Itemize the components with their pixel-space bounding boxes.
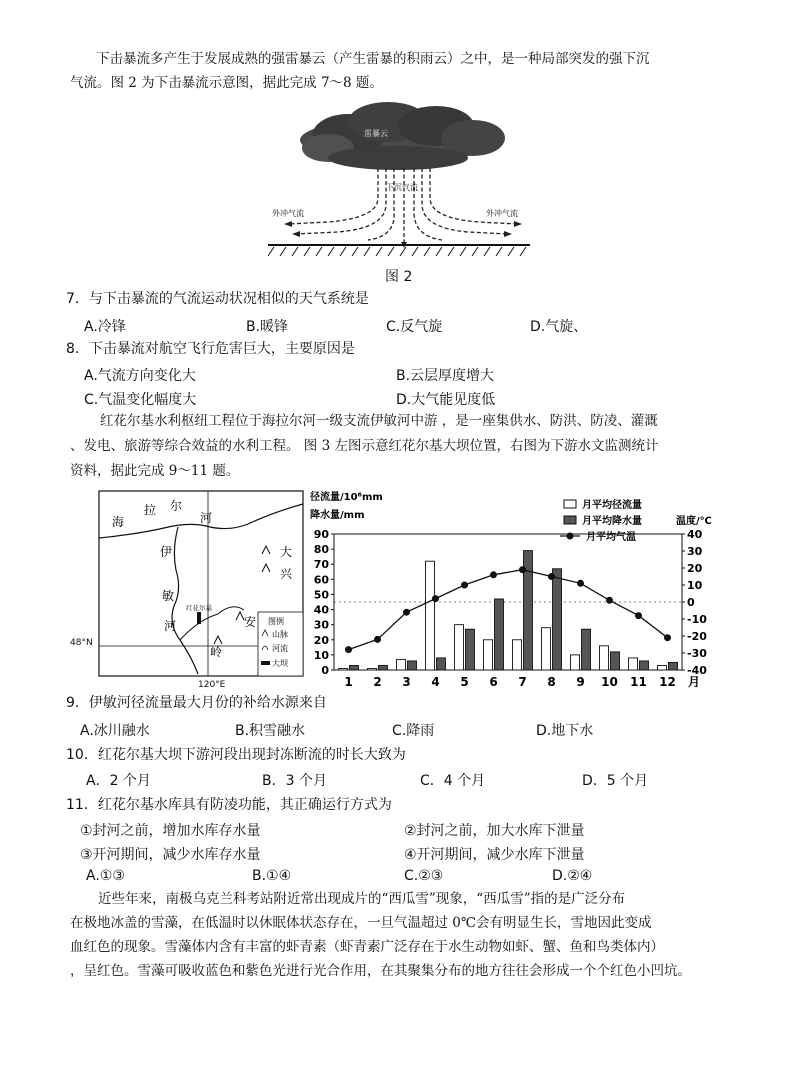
runoff-bar <box>455 625 464 670</box>
map-label-he: 河 <box>200 511 213 525</box>
intro3-line4: ，呈红色。雪藻可吸收蓝色和紫色光进行光合作用，在其聚集分布的地方往往会形成一个个红色小凹坑。 <box>70 963 691 979</box>
map-label-er: 尔 <box>170 499 183 513</box>
precip-bar <box>582 629 591 670</box>
q7-stem: 7．与下击暴流的气流运动状况相似的天气系统是 <box>66 291 369 307</box>
q8-option-b: B.云层厚度增大 <box>396 368 495 384</box>
precip-bar <box>611 652 620 670</box>
y-left-tick-label: 80 <box>313 543 329 557</box>
runoff-bar <box>600 646 609 670</box>
precip-bar <box>640 661 649 670</box>
temperature-point <box>432 595 439 602</box>
x-tick-label: 10 <box>601 675 618 689</box>
q7-option-a: A.冷锋 <box>84 319 126 335</box>
legend-title: 图例 <box>268 617 284 626</box>
q11-option-b: B.①④ <box>252 868 292 884</box>
precip-bar <box>495 599 504 670</box>
x-tick-label: 12 <box>659 675 676 689</box>
precip-bar <box>379 665 388 670</box>
temperature-point <box>519 566 526 573</box>
x-tick-label: 7 <box>518 675 527 689</box>
y-right-tick-label: -20 <box>687 630 707 643</box>
q8-stem: 8．下击暴流对航空飞行危害巨大，主要原因是 <box>66 341 355 357</box>
y-left-tick-label: 70 <box>313 558 329 572</box>
intro2-line1: 红花尔基水利枢纽工程位于海拉尔河一级支流伊敏河中游 ，是一座集供水、防洪、防凌、灌溉 <box>100 413 658 429</box>
map-label-xing: 兴 <box>280 567 293 581</box>
left-outflow-label: 外冲气流 <box>272 209 304 218</box>
map-label-ling: 岭 <box>210 645 223 659</box>
map-label-la: 拉 <box>144 503 157 517</box>
figure-2-caption: 图 2 <box>385 269 413 285</box>
x-tick-label: 4 <box>431 675 440 689</box>
x-tick-label: 8 <box>547 675 556 689</box>
temperature-point <box>577 580 584 587</box>
q9-option-b: B.积雪融水 <box>235 723 306 739</box>
runoff-bar <box>426 561 435 670</box>
y-left-tick-label: 50 <box>313 588 329 602</box>
q11-option-c: C.②③ <box>404 868 444 884</box>
runoff-bar <box>368 668 377 670</box>
temperature-point <box>490 571 497 578</box>
y-left-tick-label: 10 <box>313 648 329 662</box>
lat-label: 48°N <box>70 638 93 648</box>
q10-option-c: C．4 个月 <box>420 773 486 789</box>
legend-precip-label: 月平均降水量 <box>582 516 642 527</box>
y-right-tick-label: 20 <box>687 562 703 575</box>
ylabel-left-1: 径流量/10⁶mm <box>310 492 383 503</box>
y-right-tick-label: -10 <box>687 613 707 626</box>
legend-runoff-swatch <box>564 500 576 508</box>
y-left-tick-label: 60 <box>313 573 329 587</box>
legend-runoff-label: 月平均径流量 <box>582 500 642 511</box>
y-left-tick-label: 30 <box>313 618 329 632</box>
q11-option-a: A.①③ <box>86 868 125 884</box>
runoff-bar <box>658 665 667 670</box>
temperature-point <box>606 597 613 604</box>
lon-label: 120°E <box>198 680 226 690</box>
y-left-tick-label: 20 <box>313 633 329 647</box>
temperature-point <box>664 634 671 641</box>
cloud-label: 雷暴云 <box>364 129 388 138</box>
q8-option-d: D.大气能见度低 <box>396 392 496 408</box>
legend-temp-label: 月平均气温 <box>586 532 636 543</box>
q11-statement-2: ②封河之前，加大水库下泄量 <box>404 823 585 839</box>
y-left-tick-label: 0 <box>321 664 329 677</box>
dam-label: 红花尔基 <box>186 604 212 612</box>
x-tick-label: 2 <box>373 675 382 689</box>
temperature-point <box>548 573 555 580</box>
intro3-line2: 在极地冰盖的雪藻，在低温时以休眠体状态存在，一旦气温超过 0℃会有明显生长，雪地因此变成 <box>70 915 652 931</box>
y-right-tick-label: -40 <box>687 664 707 677</box>
intro2-line3: 资料，据此完成 9～11 题。 <box>70 463 240 479</box>
y-right-tick-label: 10 <box>687 579 703 592</box>
runoff-bar <box>339 668 348 670</box>
dam-marker <box>197 612 201 624</box>
runoff-bar <box>629 658 638 670</box>
map-label-an: 安 <box>244 615 257 629</box>
y-left-tick-label: 40 <box>313 603 329 617</box>
intro1-line1: 下击暴流多产生于发展成熟的强雷暴云（产生雷暴的积雨云）之中，是一种局部突发的强下沉 <box>96 51 650 67</box>
temperature-point <box>635 612 642 619</box>
precip-bar <box>408 661 417 670</box>
runoff-bar <box>571 655 580 670</box>
q7-option-c: C.反气旋 <box>386 319 443 335</box>
ylabel-right: 温度/℃ <box>676 516 712 527</box>
runoff-bar <box>542 628 551 670</box>
figure-2-downburst-diagram <box>268 100 530 262</box>
x-tick-label: 1 <box>344 675 353 689</box>
temperature-point <box>461 582 468 589</box>
q9-option-d: D.地下水 <box>536 723 594 739</box>
precip-bar <box>350 665 359 670</box>
runoff-bar <box>484 640 493 670</box>
ylabel-left-2: 降水量/mm <box>310 510 365 521</box>
temperature-point <box>374 636 381 643</box>
figure-3-hydrology-chart <box>306 486 726 696</box>
q10-stem: 10．红花尔基大坝下游河段出现封冻断流的时长大致为 <box>66 747 406 763</box>
arrow-heads <box>284 221 522 248</box>
legend-dam: 大坝 <box>272 659 288 668</box>
q11-statement-4: ④开河期间，减少水库下泄量 <box>404 847 585 863</box>
q9-stem: 9．伊敏河径流量最大月份的补给水源来自 <box>66 695 327 711</box>
q9-option-c: C.降雨 <box>392 723 435 739</box>
temperature-point <box>345 646 352 653</box>
precip-bar <box>553 569 562 670</box>
thunderstorm-cloud <box>300 102 505 170</box>
q10-option-a: A．2 个月 <box>86 773 151 789</box>
intro1-line2: 气流。图 2 为下击暴流示意图，据此完成 7～8 题。 <box>70 75 383 91</box>
q10-option-b: B．3 个月 <box>262 773 327 789</box>
q11-stem: 11．红花尔基水库具有防凌功能，其正确运行方式为 <box>66 797 392 813</box>
q10-option-d: D．5 个月 <box>582 773 649 789</box>
runoff-bar <box>397 659 406 670</box>
legend-temp-marker <box>567 533 574 540</box>
intro3-line1: 近些年来，南极乌克兰科考站附近常出现成片的“西瓜雪”现象，“西瓜雪”指的是广泛分布 <box>98 891 626 907</box>
q9-option-a: A.冰川融水 <box>80 723 150 739</box>
y-right-tick-label: -30 <box>687 647 707 660</box>
q11-statement-1: ①封河之前，增加水库存水量 <box>80 823 261 839</box>
right-outflow-label: 外冲气流 <box>486 209 518 218</box>
temperature-point <box>403 609 410 616</box>
intro3-line3: 血红色的现象。雪藻体内含有丰富的虾青素（虾青素广泛存在于水生动物如虾、蟹、鱼和鸟类体内） <box>70 939 664 955</box>
map-label-hai: 海 <box>112 515 125 529</box>
q11-statement-3: ③开河期间，减少水库存水量 <box>80 847 261 863</box>
downdraft-streamlines <box>288 168 518 242</box>
x-tick-label: 9 <box>576 675 585 689</box>
figure-3-location-map <box>98 490 308 690</box>
y-left-tick-label: 90 <box>313 528 329 541</box>
precip-bar <box>669 662 678 670</box>
precip-bar <box>437 658 446 670</box>
temperature-line <box>349 570 668 650</box>
q11-option-d: D.②④ <box>552 868 593 884</box>
map-label-min: 敏 <box>162 589 175 603</box>
y-right-tick-label: 30 <box>687 545 703 558</box>
x-tick-label: 11 <box>630 675 647 689</box>
map-label-he2: 河 <box>164 619 177 633</box>
runoff-bar <box>513 640 522 670</box>
q7-option-b: B.暖锋 <box>246 319 289 335</box>
intro2-line2: 、发电、旅游等综合效益的水利工程。 图 3 左图示意红花尔基大坝位置，右图为下游水文监测统计 <box>70 438 659 454</box>
x-tick-label: 3 <box>402 675 411 689</box>
y-right-tick-label: 40 <box>687 528 703 541</box>
q8-option-a: A.气流方向变化大 <box>84 368 196 384</box>
x-tick-label: 5 <box>460 675 469 689</box>
precip-bar <box>466 629 475 670</box>
q8-option-c: C.气温变化幅度大 <box>84 392 197 408</box>
q7-option-d: D.气旋、 <box>530 319 588 335</box>
map-label-da: 大 <box>280 545 293 559</box>
ground-hatching <box>268 247 526 256</box>
downdraft-label: 下沉气流 <box>386 183 418 192</box>
legend-river: 河流 <box>272 644 288 653</box>
y-right-tick-label: 0 <box>687 596 695 609</box>
x-tick-label: 6 <box>489 675 498 689</box>
legend-mountain: 山脉 <box>272 630 288 639</box>
x-axis-unit: 月 <box>688 675 701 689</box>
map-label-yi: 伊 <box>160 545 173 559</box>
legend-precip-swatch <box>564 516 576 524</box>
